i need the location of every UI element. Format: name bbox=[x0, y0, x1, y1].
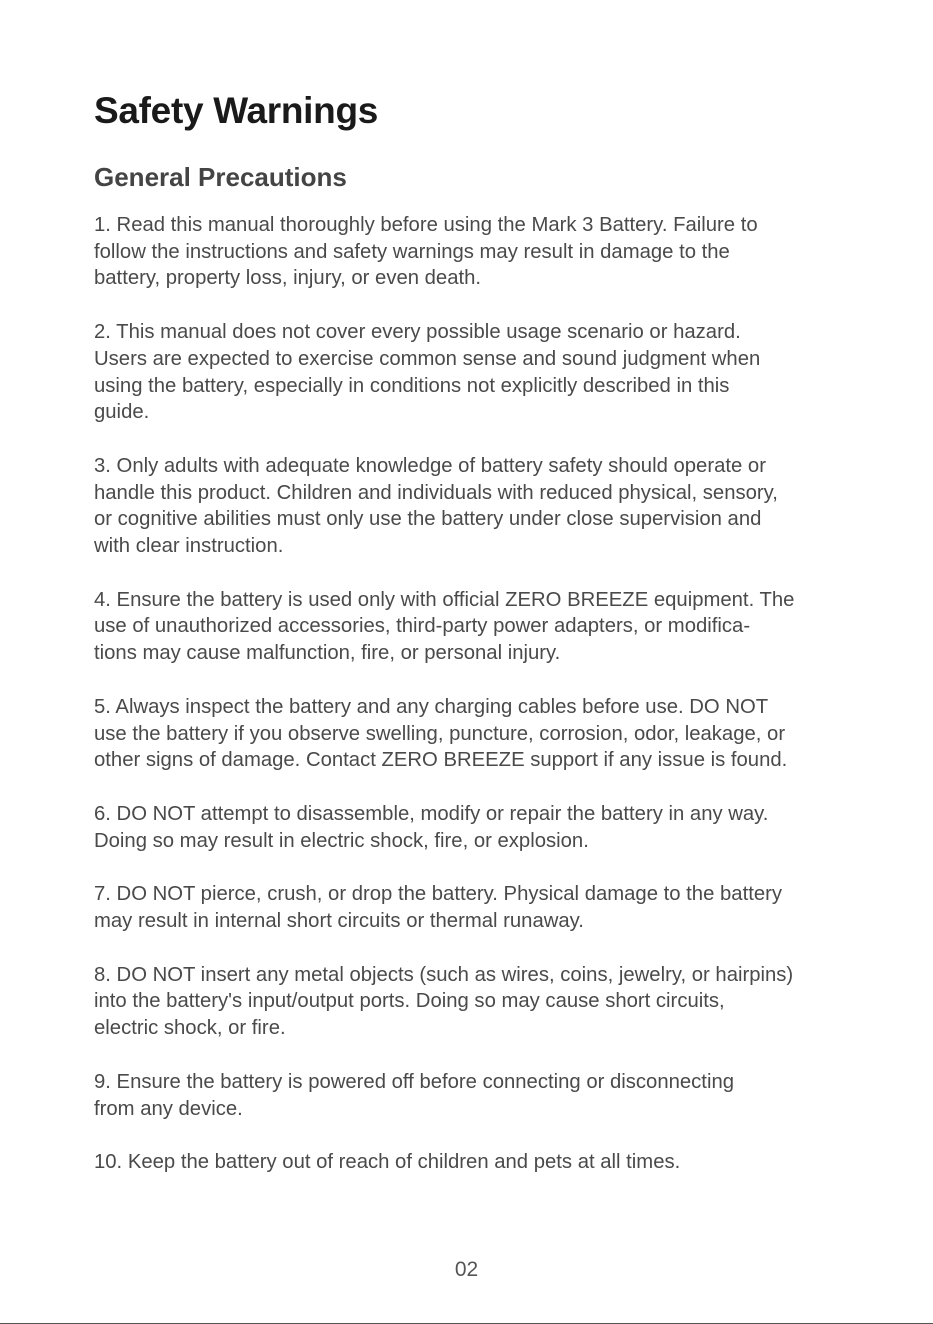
section-heading: General Precautions bbox=[94, 162, 347, 192]
precaution-item-5: 5. Always inspect the battery and any charging cables before use. DO NOT use the battery if you observe swelling, puncture, corrosion, odor, leakage, or other signs of damage. Contact ZERO BREEZE support if any issue is found. bbox=[94, 695, 788, 772]
precaution-item-7: 7. DO NOT pierce, crush, or drop the battery. Physical damage to the battery may result in internal short circuits or thermal runaway. bbox=[94, 883, 783, 933]
precaution-item-3: 3. Only adults with adequate knowledge of battery safety should operate or handle this product. Children and individuals with reduced physical, sensory, or cognitive abilities must only use the battery under close supervision and with clear instruction. bbox=[94, 454, 778, 558]
precautions-list bbox=[94, 212, 854, 1203]
precaution-item-2: 2. This manual does not cover every possible usage scenario or hazard. Users are expected to exercise common sense and sound judgment when using the battery, especially in conditions not explicitly described in this guide. bbox=[94, 321, 761, 424]
precaution-item-4: 4. Ensure the battery is used only with official ZERO BREEZE equipment. The use of unauthorized accessories, third-party power adapters, or modifica- tions may cause malfunction, fire, or personal injury. bbox=[94, 588, 795, 665]
page-title: Safety Warnings bbox=[94, 90, 379, 131]
precaution-item-10: 10. Keep the battery out of reach of children and pets at all times. bbox=[94, 1151, 681, 1174]
page-number: 02 bbox=[454, 1258, 479, 1281]
precaution-item-8: 8. DO NOT insert any metal objects (such as wires, coins, jewelry, or hairpins) into the battery's input/output ports. Doing so may cause short circuits, electric shock, or fire. bbox=[94, 963, 794, 1040]
precaution-item-9: 9. Ensure the battery is powered off before connecting or disconnecting from any device. bbox=[94, 1070, 735, 1120]
precaution-item-1: 1. Read this manual thoroughly before using the Mark 3 Battery. Failure to follow the instructions and safety warnings may result in damage to the battery, property loss, injury, or even death. bbox=[94, 214, 758, 290]
precaution-item-6: 6. DO NOT attempt to disassemble, modify or repair the battery in any way. Doing so may result in electric shock, fire, or explosion. bbox=[94, 802, 769, 852]
